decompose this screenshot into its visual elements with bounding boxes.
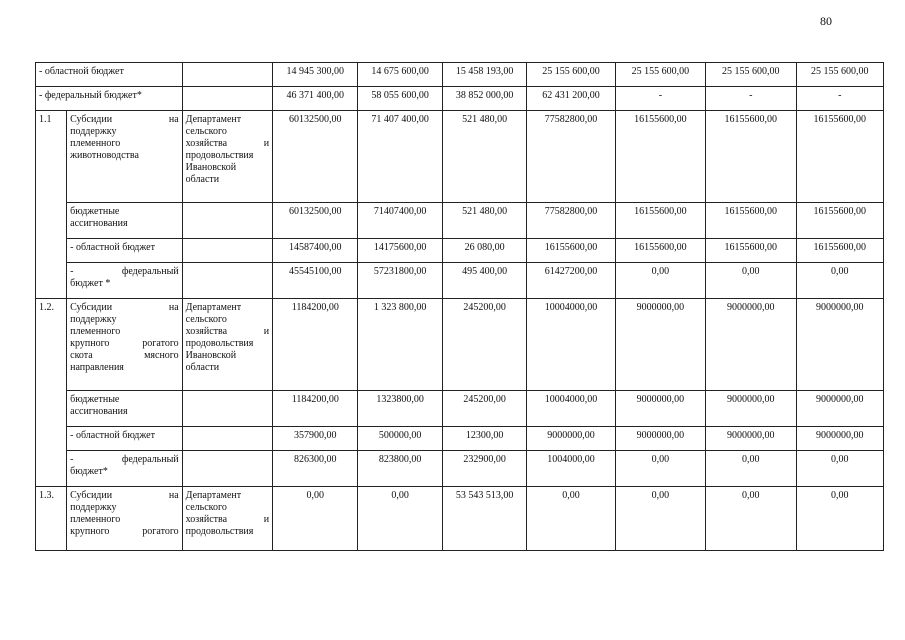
text-line: продовольствия xyxy=(185,526,254,537)
text-line: Департамент xyxy=(185,302,242,313)
text-line: животноводства xyxy=(70,150,139,161)
amount-cell: 16155600,00 xyxy=(706,111,796,203)
amount-cell: 57231800,00 xyxy=(358,263,442,299)
amount-cell: 14 675 600,00 xyxy=(358,63,442,87)
amount-cell: - xyxy=(706,87,796,111)
executor-cell xyxy=(182,391,272,427)
table-row xyxy=(36,427,884,451)
table-row xyxy=(36,263,884,299)
amount-cell: 16155600,00 xyxy=(615,239,705,263)
amount-cell: 14 945 300,00 xyxy=(273,63,358,87)
amount-cell: 0,00 xyxy=(615,487,705,551)
text-line: - федеральный xyxy=(70,266,179,277)
amount-cell: 16155600,00 xyxy=(796,111,883,203)
row-label-cell: - областной бюджет xyxy=(67,239,183,263)
text-line: хозяйства и xyxy=(185,514,270,525)
amount-cell: 0,00 xyxy=(358,487,442,551)
amount-cell: 16155600,00 xyxy=(527,239,615,263)
table-row xyxy=(36,111,884,203)
amount-cell: 1 323 800,00 xyxy=(358,299,442,391)
amount-cell: 16155600,00 xyxy=(615,111,705,203)
row-label-cell: бюджетные ассигнования xyxy=(67,203,183,239)
amount-cell: 9000000,00 xyxy=(706,427,796,451)
amount-cell: 1323800,00 xyxy=(358,391,442,427)
amount-cell: 823800,00 xyxy=(358,451,442,487)
text-line: Ивановской xyxy=(185,162,237,173)
text-line: Субсидии на xyxy=(70,302,179,313)
amount-cell: 0,00 xyxy=(615,263,705,299)
amount-cell: 9000000,00 xyxy=(796,299,883,391)
amount-cell: 46 371 400,00 xyxy=(273,87,358,111)
executor-cell xyxy=(182,487,272,551)
text-line: сельского xyxy=(185,126,227,137)
amount-cell: 9000000,00 xyxy=(706,391,796,427)
text-line: племенного xyxy=(70,514,121,525)
amount-cell: 0,00 xyxy=(796,451,883,487)
amount-cell: 9000000,00 xyxy=(615,427,705,451)
text-line: Субсидии на xyxy=(70,490,179,501)
amount-cell: 1184200,00 xyxy=(273,299,358,391)
text-line: - федеральный xyxy=(70,454,179,465)
amount-cell: 0,00 xyxy=(706,263,796,299)
amount-cell: 61427200,00 xyxy=(527,263,615,299)
amount-cell: 62 431 200,00 xyxy=(527,87,615,111)
executor-cell xyxy=(182,451,272,487)
text-line: племенного xyxy=(70,138,121,149)
amount-cell: 1184200,00 xyxy=(273,391,358,427)
executor-cell xyxy=(182,111,272,203)
executor-cell xyxy=(182,63,272,87)
table-row xyxy=(36,239,884,263)
amount-cell: 1004000,00 xyxy=(527,451,615,487)
text-line: Департамент xyxy=(185,114,242,125)
amount-cell: 521 480,00 xyxy=(442,203,526,239)
row-label-cell: бюджетные ассигнования xyxy=(67,391,183,427)
executor-cell xyxy=(182,203,272,239)
amount-cell: 16155600,00 xyxy=(796,203,883,239)
text-line: Департамент xyxy=(185,490,242,501)
amount-cell: 77582800,00 xyxy=(527,111,615,203)
amount-cell: 58 055 600,00 xyxy=(358,87,442,111)
amount-cell: 521 480,00 xyxy=(442,111,526,203)
table-row xyxy=(36,87,884,111)
text-line: Ивановской xyxy=(185,350,237,361)
amount-cell: 10004000,00 xyxy=(527,299,615,391)
amount-cell: 0,00 xyxy=(796,263,883,299)
amount-cell: 10004000,00 xyxy=(527,391,615,427)
table-row xyxy=(36,203,884,239)
text-line: продовольствия xyxy=(185,338,254,349)
amount-cell: 14175600,00 xyxy=(358,239,442,263)
amount-cell: 0,00 xyxy=(796,487,883,551)
executor-cell xyxy=(182,87,272,111)
text-line: поддержку xyxy=(70,502,117,513)
text-line: поддержку xyxy=(70,314,117,325)
text-line: сельского xyxy=(185,502,227,513)
executor-cell xyxy=(182,263,272,299)
row-label-cell: - областной бюджет xyxy=(67,427,183,451)
text-line: сельского xyxy=(185,314,227,325)
row-label-cell xyxy=(67,263,183,299)
amount-cell: 500000,00 xyxy=(358,427,442,451)
table-row xyxy=(36,63,884,87)
amount-cell: 16155600,00 xyxy=(706,239,796,263)
text-line: бюджет* xyxy=(70,466,108,477)
row-label-cell: - областной бюджет xyxy=(36,63,183,87)
amount-cell: 60132500,00 xyxy=(273,203,358,239)
amount-cell: 15 458 193,00 xyxy=(442,63,526,87)
amount-cell: 26 080,00 xyxy=(442,239,526,263)
page-number: 80 xyxy=(820,14,832,28)
row-number-cell: 1.1 xyxy=(36,111,67,299)
amount-cell: 25 155 600,00 xyxy=(527,63,615,87)
amount-cell: 495 400,00 xyxy=(442,263,526,299)
amount-cell: 16155600,00 xyxy=(615,203,705,239)
row-label-cell: - федеральный бюджет* xyxy=(36,87,183,111)
amount-cell: 245200,00 xyxy=(442,391,526,427)
text-line: хозяйства и xyxy=(185,138,270,149)
text-line: продовольствия xyxy=(185,150,254,161)
amount-cell: 71 407 400,00 xyxy=(358,111,442,203)
text-line: направления xyxy=(70,362,124,373)
amount-cell: 25 155 600,00 xyxy=(796,63,883,87)
amount-cell: 9000000,00 xyxy=(796,427,883,451)
amount-cell: 38 852 000,00 xyxy=(442,87,526,111)
text-line: поддержку xyxy=(70,126,117,137)
amount-cell: 9000000,00 xyxy=(527,427,615,451)
amount-cell: 0,00 xyxy=(615,451,705,487)
text-line: Субсидии на xyxy=(70,114,179,125)
table-row xyxy=(36,299,884,391)
text-line: хозяйства и xyxy=(185,326,270,337)
amount-cell: 25 155 600,00 xyxy=(706,63,796,87)
amount-cell: 9000000,00 xyxy=(615,299,705,391)
amount-cell: 45545100,00 xyxy=(273,263,358,299)
table-row xyxy=(36,487,884,551)
amount-cell: 9000000,00 xyxy=(706,299,796,391)
table-row xyxy=(36,391,884,427)
row-number-cell: 1.2. xyxy=(36,299,67,487)
amount-cell: 9000000,00 xyxy=(615,391,705,427)
amount-cell: 826300,00 xyxy=(273,451,358,487)
amount-cell: 9000000,00 xyxy=(796,391,883,427)
amount-cell: 357900,00 xyxy=(273,427,358,451)
amount-cell: 232900,00 xyxy=(442,451,526,487)
text-line: области xyxy=(185,362,220,373)
amount-cell: 0,00 xyxy=(527,487,615,551)
text-line: бюджет * xyxy=(70,278,111,289)
amount-cell: - xyxy=(615,87,705,111)
amount-cell: 25 155 600,00 xyxy=(615,63,705,87)
amount-cell: - xyxy=(796,87,883,111)
text-line: скота мясного xyxy=(70,350,179,361)
text-line: области xyxy=(185,174,220,185)
executor-cell xyxy=(182,299,272,391)
text-line: крупного рогатого xyxy=(70,338,179,349)
amount-cell: 71407400,00 xyxy=(358,203,442,239)
text-line: племенного xyxy=(70,326,121,337)
amount-cell: 60132500,00 xyxy=(273,111,358,203)
executor-cell xyxy=(182,427,272,451)
amount-cell: 0,00 xyxy=(273,487,358,551)
amount-cell: 245200,00 xyxy=(442,299,526,391)
amount-cell: 16155600,00 xyxy=(796,239,883,263)
amount-cell: 12300,00 xyxy=(442,427,526,451)
budget-table xyxy=(35,62,884,551)
text-line: крупного рогатого xyxy=(70,526,179,537)
program-name-cell xyxy=(67,487,183,551)
row-label-cell xyxy=(67,451,183,487)
amount-cell: 53 543 513,00 xyxy=(442,487,526,551)
amount-cell: 16155600,00 xyxy=(706,203,796,239)
executor-cell xyxy=(182,239,272,263)
program-name-cell xyxy=(67,111,183,203)
program-name-cell xyxy=(67,299,183,391)
table-row xyxy=(36,451,884,487)
amount-cell: 0,00 xyxy=(706,451,796,487)
amount-cell: 14587400,00 xyxy=(273,239,358,263)
amount-cell: 0,00 xyxy=(706,487,796,551)
amount-cell: 77582800,00 xyxy=(527,203,615,239)
row-number-cell: 1.3. xyxy=(36,487,67,551)
